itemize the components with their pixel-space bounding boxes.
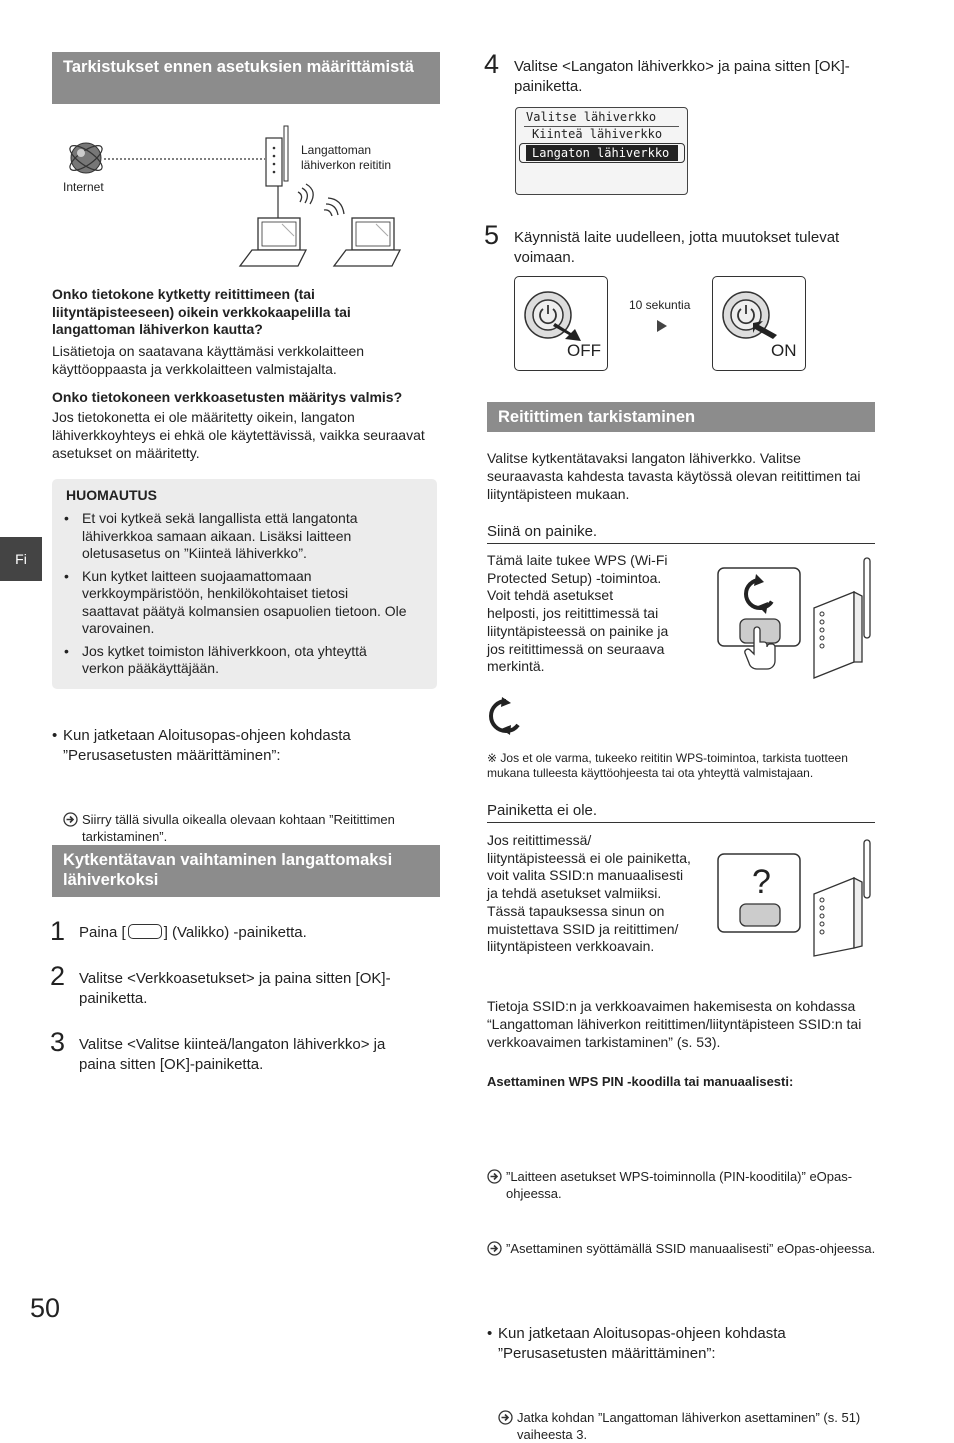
question-1-text: Lisätietoja on saatavana käyttämäsi verkkolaitteen käyttöoppaasta ja verkkolaitteen valmistajalta. xyxy=(52,343,365,377)
off-label: OFF xyxy=(567,341,601,360)
router-label-line1: Langattoman xyxy=(301,143,372,157)
ref-wps-pin-text: ”Laitteen asetukset WPS-toiminnolla (PIN-kooditila)” eOpas-ohjeessa. xyxy=(506,1169,853,1201)
page-number: 50 xyxy=(30,1293,61,1323)
wps-logo-icon xyxy=(487,697,525,737)
language-tab: Fi xyxy=(0,537,42,581)
lcd-screen xyxy=(515,107,688,195)
router-icon xyxy=(266,126,288,186)
step-1-text xyxy=(79,923,429,943)
step-2-number: 2 xyxy=(50,961,66,991)
step-5-text: Käynnistä laite uudelleen, jotta muutokset tulevat voimaan. xyxy=(514,229,840,266)
continue-ref-right xyxy=(498,1409,878,1443)
router-intro-text: Valitse kytkentätavaksi langaton lähiverkko. Valitse seuraavasta kahdesta tavasta käytössä olevan reitittimen tai liityntäpisteen mukaan. xyxy=(487,450,861,502)
laptop-wired-icon xyxy=(240,218,306,266)
power-on-panel xyxy=(712,276,806,371)
step-3-number: 3 xyxy=(50,1027,66,1057)
note-item: • Et voi kytkeä sekä langallista että langatonta lähiverkkoa samaan aikaan. Lisäksi laitteen oletusasetus on ”Kiinteä lähiverkko”. xyxy=(52,510,407,563)
arrow-circle-icon xyxy=(498,1410,513,1425)
wps-footnote: ※ Jos et ole varma, tukeeko reititin WPS-toimintoa, tarkista tuotteen mukana tulleesta käyttöohjeesta tai ota yhteyttä valmistajaan. xyxy=(487,751,848,780)
subsection-has-button xyxy=(487,523,875,544)
on-label: ON xyxy=(771,341,797,360)
section-title-checks: Tarkistukset ennen asetuksien määrittämistä xyxy=(52,52,440,104)
power-button-off-icon xyxy=(515,277,609,347)
note-item: • Kun kytket laitteen suojaamattomaan verkkoympäristöön, henkilökohtaiset tietosi saattavat päätyä kolmansien osapuolien tietoon. Ole varovainen. xyxy=(52,568,407,638)
step-3-text: Valitse <Valitse kiinteä/langaton lähiverkko> ja paina sitten [OK]-painiketta. xyxy=(79,1036,386,1073)
power-button-on-icon xyxy=(713,277,807,347)
wait-label: 10 sekuntia xyxy=(629,298,691,312)
ssid-reference-text: Tietoja SSID:n ja verkkoavaimen hakemisesta on kohdassa “Langattoman lähiverkon reitittimen/liityntäpisteen SSID:n tai verkkoavaimen tarkistaminen” (s. 53). xyxy=(487,998,862,1050)
arrow-circle-icon xyxy=(487,1169,502,1184)
manual-ssid-description: Jos reitittimessä/ liityntäpisteessä ei ole painiketta, voit valita SSID:n manuaalisesti ja tehdä asetukset valmiiksi. Tässä tapauksessa sinun on muistettava SSID ja reitittimen/ liityntäpisteen verkkoavain. xyxy=(487,832,691,955)
note-box xyxy=(52,479,437,689)
continue-ref-right-text: Jatka kohdan ”Langattoman lähiverkon asettaminen” (s. 51) vaiheesta 3. xyxy=(517,1410,861,1442)
continue-ref-left-text: Siirry tällä sivulla oikealla olevaan kohtaan ”Reitittimen tarkistaminen”. xyxy=(82,812,395,844)
arrow-circle-icon xyxy=(63,812,78,827)
menu-key-icon xyxy=(128,924,162,939)
play-arrow-icon xyxy=(656,319,668,333)
wps-pin-title: Asettaminen WPS PIN -koodilla tai manuaalisesti: xyxy=(487,1074,794,1089)
wps-router-illustration xyxy=(714,552,876,680)
router-no-button-illustration xyxy=(714,838,876,958)
internet-globe-icon xyxy=(66,141,105,174)
step-5-number: 5 xyxy=(484,220,500,250)
step-1-post: ] (Valikko) -painiketta. xyxy=(163,924,307,941)
step-4-text: Valitse <Langaton lähiverkko> ja paina sitten [OK]-painiketta. xyxy=(514,58,850,95)
arrow-circle-icon xyxy=(487,1241,502,1256)
subsection-no-button-title: Painiketta ei ole. xyxy=(487,802,598,819)
wps-description: Tämä laite tukee WPS (Wi-Fi Protected Setup) -toimintoa. Voit tehdä asetukset helposti, jos reitittimessä tai liityntäpisteessä on painike ja jos reitittimessä on seuraava merkintä. xyxy=(487,552,669,675)
step-1-number: 1 xyxy=(50,916,66,946)
wifi-waves-icon xyxy=(298,184,344,216)
network-diagram xyxy=(52,118,440,278)
lcd-title: Valitse lähiverkko xyxy=(526,110,657,124)
ref-manual-ssid-text: ”Asettaminen syöttämällä SSID manuaalisesti” eOpas-ohjeessa. xyxy=(506,1241,876,1256)
question-mark-icon: ? xyxy=(752,863,771,901)
section-title-router-check: Reitittimen tarkistaminen xyxy=(487,402,875,432)
laptop-wireless-icon xyxy=(334,218,400,266)
ref-wps-pin xyxy=(487,1168,877,1202)
lcd-option-wired: Kiinteä lähiverkko xyxy=(532,127,663,141)
question-1-title: Onko tietokone kytketty reitittimeen (tai liityntäpisteeseen) oikein verkkokaapelilla tai langattoman lähiverkon kautta? xyxy=(52,286,351,337)
ref-manual-ssid xyxy=(487,1240,877,1257)
step-1-pre: Paina [ xyxy=(79,924,126,941)
router-label-line2: lähiverkon reititin xyxy=(301,158,392,172)
question-2-title: Onko tietokoneen verkkoasetusten määritys valmis? xyxy=(52,389,403,405)
power-off-panel xyxy=(514,276,608,371)
continue-bullet-left: • Kun jatketaan Aloitusopas-ohjeen kohdasta ”Perusasetusten määrittäminen”: xyxy=(52,726,412,766)
note-item: • Jos kytket toimiston lähiverkkoon, ota yhteyttä verkon pääkäyttäjään. xyxy=(52,643,407,678)
continue-bullet-right: • Kun jatketaan Aloitusopas-ohjeen kohdasta ”Perusasetusten määrittäminen”: xyxy=(487,1324,847,1364)
subsection-no-button xyxy=(487,802,875,823)
note-list xyxy=(52,510,407,683)
continue-ref-left xyxy=(63,811,423,845)
lcd-option-wireless-selected: Langaton lähiverkko xyxy=(526,145,678,161)
section-title-switch: Kytkentätavan vaihtaminen langattomaksi lähiverkoksi xyxy=(52,845,440,897)
step-4-number: 4 xyxy=(484,49,500,79)
note-title: HUOMAUTUS xyxy=(66,487,157,503)
step-2-text: Valitse <Verkkoasetukset> ja paina sitten [OK]-painiketta. xyxy=(79,970,391,1007)
question-2-text: Jos tietokonetta ei ole määritetty oikein, langaton lähiverkkoyhteys ei ehkä ole käytettävissä, vaikka seuraavat asetukset on määritetty. xyxy=(52,409,425,461)
subsection-has-button-title: Siinä on painike. xyxy=(487,523,598,540)
internet-label: Internet xyxy=(63,180,104,194)
